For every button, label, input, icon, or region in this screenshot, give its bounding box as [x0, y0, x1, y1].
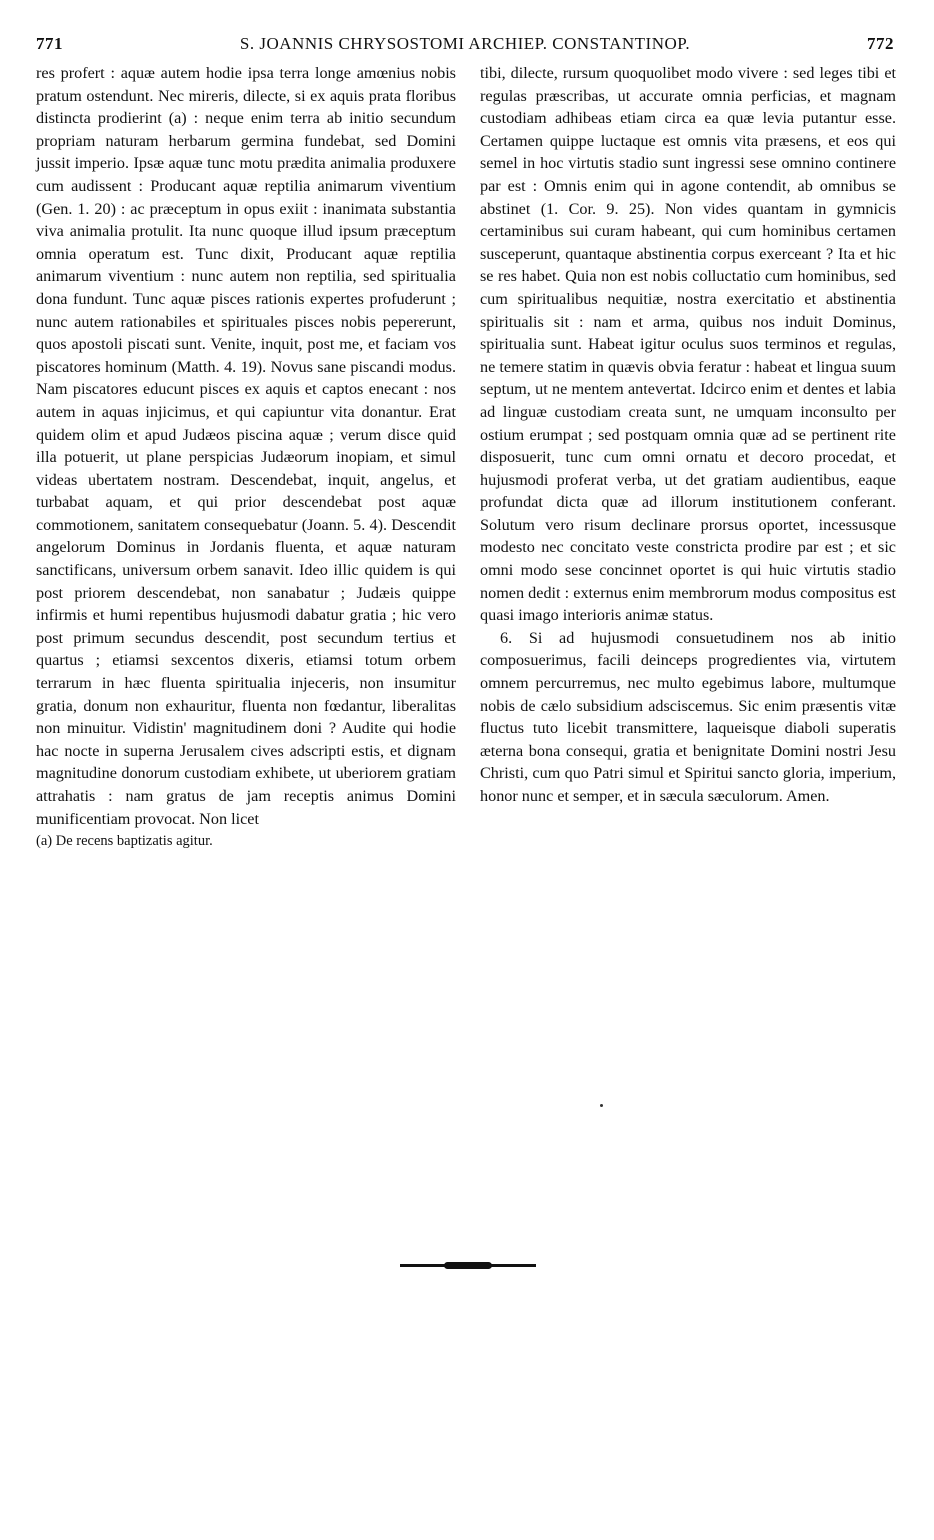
- right-paragraph-2: 6. Si ad hujusmodi consuetudinem nos ab initio composuerimus, facili deinceps progredientes via, virtutem omnem percurremus, nec multo egebimus labore, multumque nobis de cælo subsidium adsciscemus. Sic enim præsentis vitæ fluctus tuto licebit transmittere, laqueisque diaboli superatis æterna bona consequi, gratia et benignitate Domini nostri Jesu Christi, cum quo Patri simul et Spiritui sancto gloria, imperium, honor nunc et semper, et in sæcula sæculorum. Amen.: [480, 628, 896, 805]
- left-paragraph: res profert : aquæ autem hodie ipsa terra longe amœnius nobis pratum ostendunt. Nec mireris, dilecte, si ex aquis prata floribus distincta prodierint (a) : neque enim terra ab initio secundum propriam naturam herbarum germina fundebat, sed Domini jussit imperio. Ipsæ aquæ tunc motu prædita animalia produxere cum audissent : Producant aquæ reptilia animarum viventium (Gen. 1. 20) : ac præceptum in opus exiit : inanimata substantia viva animalia protulit. Ita nunc quoque illud ipsum præceptum omnia operatum est. Tunc dixit, Producant aquæ reptilia animarum viventium : nunc autem non reptilia, sed spiritualia dona fundunt. Tunc aquæ pisces rationis expertes profuderunt ; nunc autem rationabiles et spirituales pisces nobis pepererunt, quos apostoli piscati sunt. Venite, inquit, post me, et faciam vos piscatores hominum (Matth. 4. 19). Novus sane piscandi modus. Nam piscatores educunt pisces ex aquis et captos enecant : nos autem in aquas injicimus, et qui capiuntur vita donantur. Erat quidem olim et apud Judæos piscina aquæ ; verum disce quid illa potuerit, ut plane perspicias Judæorum inopiam, et simul videas ubertatem nostram. Descendebat, inquit, angelus, et turbabat aquam, et qui prior descendebat post aquæ commotionem, sanitatem consequebatur (Joann. 5. 4). Descendit angelorum Dominus in Jordanis fluenta, et aquæ naturam sanctificans, universum orbem sanavit. Ideo illic quidem is qui post priorem descendebat, non sanabatur ; Judæis quippe infirmis et humi repentibus hujusmodi dabatur gratia ; hic vero post primum secundus descendit, post secundum tertius et quartus ; etiamsi sexcentos dixeris, etiamsi totum orbem terrarum in hæc fluenta spiritualia injeceris, non insumitur gratia, donum non exhauritur, fluenta non fœdantur, liberalitas non minuitur. Vidistin' magnitudinem doni ? Audite qui hodie hac nocte in superna Jerusalem cives adscripti estis, et dignam magnitudine donorum custodiam exhibete, ut uberiorem gratiam attrahatis : nam gratus de jam receptis animus Domini munificentiam provocat. Non licet: [36, 64, 456, 828]
- footnote: (a) De recens baptizatis agitur.: [36, 833, 213, 850]
- right-column: [480, 62, 896, 808]
- running-title: S. JOANNIS CHRYSOSTOMI ARCHIEP. CONSTANTINOP.: [239, 34, 691, 53]
- page-number-left: 771: [36, 34, 63, 53]
- running-header: [36, 34, 894, 58]
- ink-speck: [600, 1104, 603, 1107]
- right-paragraph-1: tibi, dilecte, rursum quoquolibet modo vivere : sed leges tibi et regulas præscribas, ut accurate omnia perficias, et magnam custodiam adhibeas etiam circa ea quæ levia putantur esse. Certamen quippe luctaque est omnis vita præsens, et eos qui semel in hoc virtutis stadio sunt ingressi sese omnino continere par est : Omnis enim qui in agone contendit, ab omnibus se abstinet (1. Cor. 9. 25). Non vides quantam in gymnicis certaminibus sui curam habeant, qui cum hominibus certamen susceperunt, quantaque abstinentia corpus exerceant ? Ita et hic se res habet. Quia non est nobis colluctatio cum hominibus, sed cum spiritualibus nequitiæ, nostra exercitatio et abstinentia spiritualis sit : nam et arma, quibus nos induit Dominus, spiritualia sunt. Habeat igitur oculus suos terminos et regulas, ne temere statim in quævis obvia feratur : habeat et lingua suum septum, ut ne mentem antevertat. Idcirco enim et dentes et labia ad linguæ custodiam creata sunt, ne umquam inconsulto per ostium erumpat ; sed postquam omnia quæ ad se pertinent rite disposuerit, tunc cum omni ornatu et decoro procedat, et hujusmodi proferat verba, ut det gratiam audientibus, eaque profundat dicta quæ ad illorum institutionem conferant. Solutum vero risum declinare prorsus oportet, incessusque modesto nec concitato veste constricta prodire par est ; et sic omni modo sese concinnet oportet is qui huic virtutis stadio nomen dedit : externus enim membrorum modus compositus est quasi imago interioris animæ status.: [480, 64, 896, 625]
- page-number-right: 772: [867, 34, 894, 53]
- end-ornament: [400, 1264, 536, 1267]
- left-column: [36, 62, 456, 853]
